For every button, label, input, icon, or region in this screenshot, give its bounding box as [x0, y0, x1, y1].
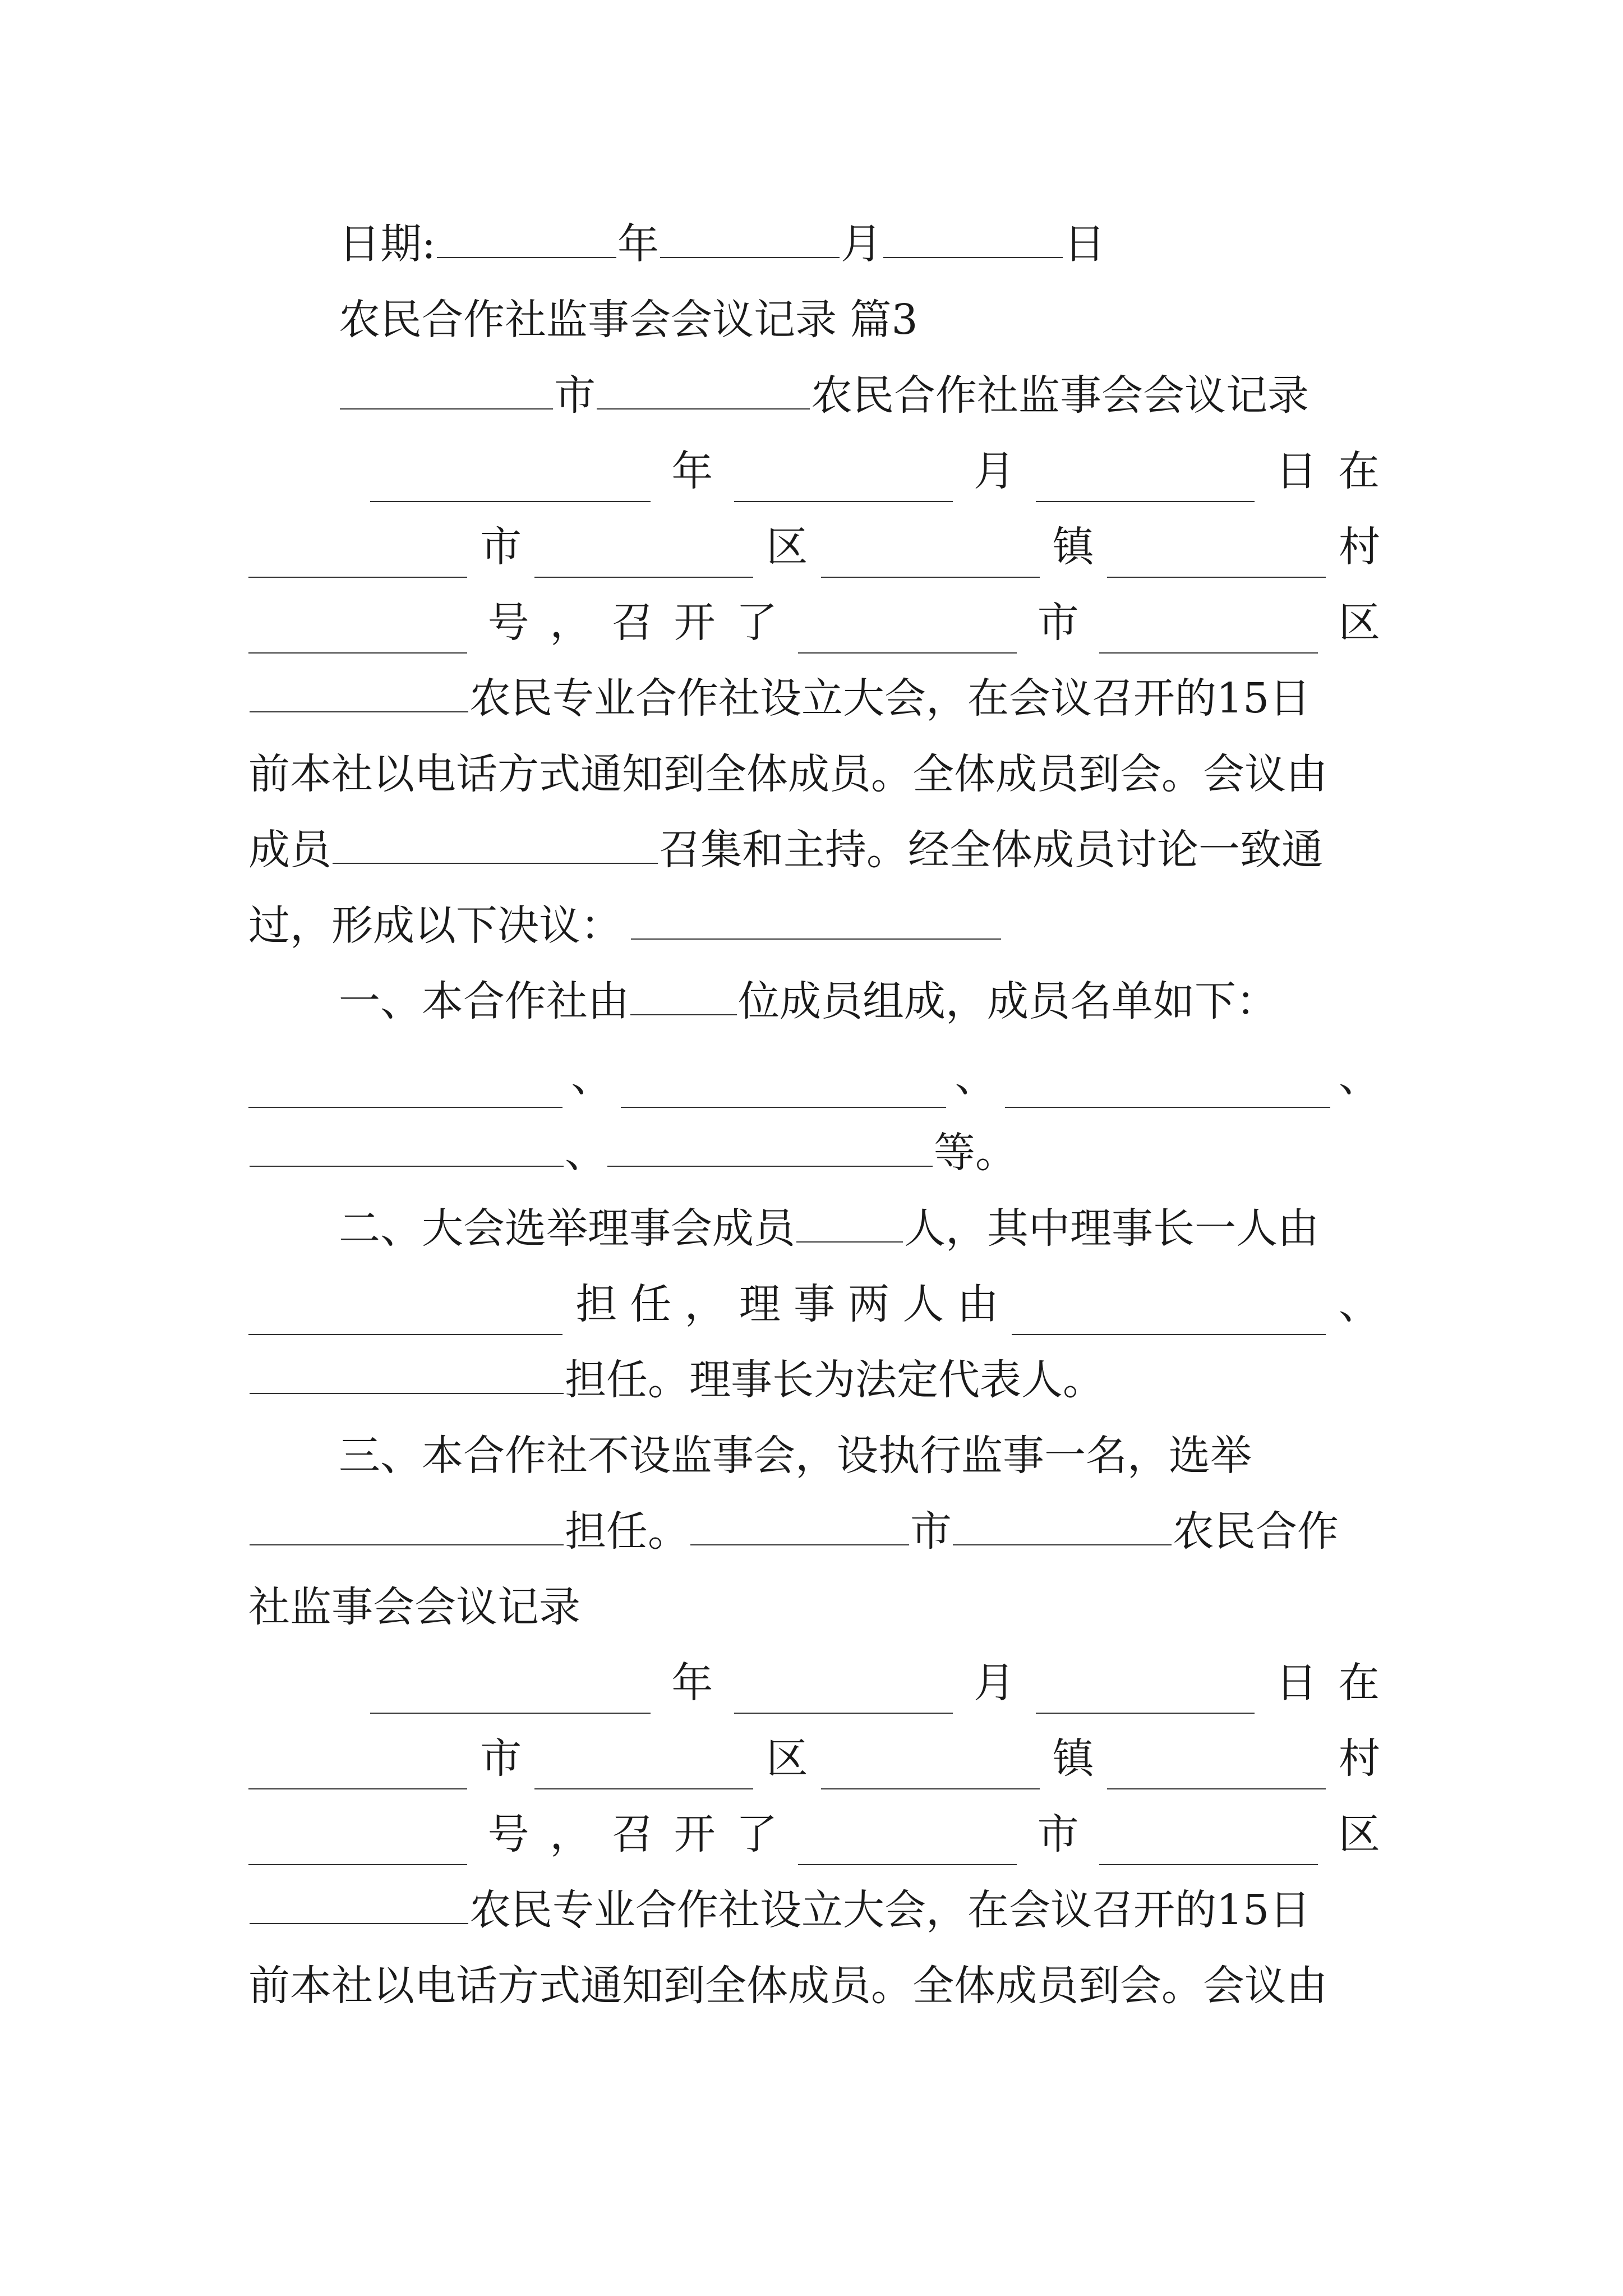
resolution-line: 过，形成以下决议：: [248, 895, 1380, 956]
month-blank: [660, 220, 840, 258]
city-blank: [340, 371, 553, 409]
notice-line-2: 前本社以电话方式通知到全体成员。全体成员到会。会议由: [248, 1962, 1327, 2010]
date-location-line: 年 月 日 在: [370, 440, 1380, 502]
day-blank: [883, 220, 1063, 258]
convener-line: 成员 召集和主持。经全体成员讨论一致通: [248, 826, 1323, 874]
date-location-line-2: 年 月 日 在: [370, 1652, 1380, 1714]
address-line: 市 区 镇 村: [248, 516, 1380, 578]
resolution-3: 三、本合作社不设监事会，设执行监事一名，选举: [339, 1432, 1252, 1480]
record-title-line: 市 农民合作社监事会会议记录: [339, 365, 1470, 426]
section-heading: 农民合作社监事会会议记录 篇3: [339, 296, 918, 344]
resolution-2: 二、大会选举理事会成员 人，其中理事长一人由: [339, 1204, 1319, 1253]
date-label: 日期:: [339, 220, 436, 268]
year-blank: [437, 220, 616, 258]
assembly-line-2: 农民专业合作社设立大会，在会议召开的15日: [248, 1879, 1380, 1941]
assembly-line: 农民专业合作社设立大会，在会议召开的15日: [248, 668, 1380, 729]
supervisor-line: 担任。 市 农民合作: [248, 1501, 1380, 1562]
address-line-2: 市 区 镇 村: [248, 1728, 1380, 1789]
notice-line: 前本社以电话方式通知到全体成员。全体成员到会。会议由: [248, 750, 1327, 798]
member-list-line-2: 、 等。: [248, 1122, 1380, 1184]
resolution-1: 一、本合作社由 位成员组成，成员名单如下：: [339, 977, 1278, 1025]
date-line: 日期: 年 月 日: [339, 220, 1105, 268]
meeting-line-2: 号 ， 召 开 了 市 区: [248, 1803, 1380, 1865]
name-blank: [597, 371, 810, 409]
meeting-line: 号 ， 召 开 了 市 区: [248, 592, 1380, 654]
record-title-continued: 社监事会会议记录: [248, 1583, 580, 1631]
directors-line: 担 任 ， 理 事 两 人 由 、: [248, 1273, 1380, 1335]
member-list-line-1: 、 、 、: [248, 1046, 1380, 1108]
legal-rep-line: 担任。理事长为法定代表人。: [248, 1349, 1380, 1411]
